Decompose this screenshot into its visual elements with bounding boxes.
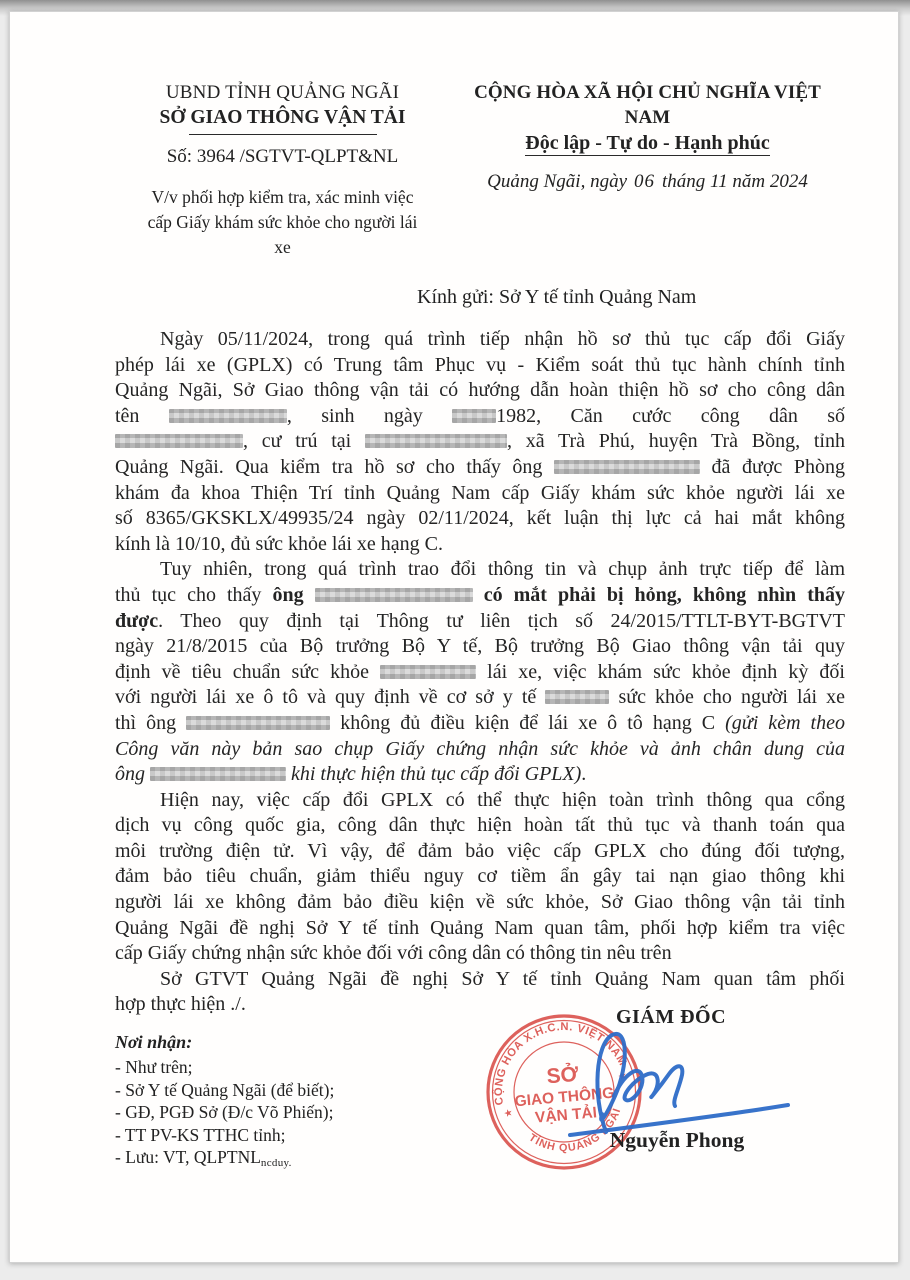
document-subject: V/v phối hợp kiểm tra, xác minh việc cấp Giấy khám sức khỏe cho người lái xe	[147, 187, 418, 257]
document-page	[9, 11, 899, 1263]
letterhead-motto-block	[450, 80, 845, 260]
letterhead	[115, 80, 845, 260]
text-segment: thủ tục cho thấy	[115, 583, 273, 606]
redacted-text	[315, 588, 473, 602]
paragraph	[115, 557, 845, 787]
body-line	[115, 685, 845, 711]
text-segment: khi thực hiện thủ tục cấp đổi GPLX)	[286, 763, 582, 786]
issuer-underline	[189, 134, 377, 135]
redacted-text	[452, 409, 496, 423]
text-segment: , cư trú tại	[243, 430, 365, 453]
body-line	[115, 788, 845, 814]
redacted-text	[150, 767, 286, 781]
text-segment: , sinh ngày	[286, 404, 453, 427]
body-line	[115, 916, 845, 942]
body-line	[115, 506, 845, 532]
text-segment: tên	[115, 404, 169, 427]
text-segment: phép lái xe (GPLX) có Trung tâm Phục vụ - Kiểm soát thủ tục hành chính tỉnh	[115, 353, 845, 376]
body-line	[115, 839, 845, 865]
body-line	[115, 378, 845, 404]
text-segment: Hiện nay, việc cấp đổi GPLX có thể thực hiện toàn trình thông qua cổng	[160, 788, 845, 811]
text-segment: dịch vụ công quốc gia, công dân thực hiện hoàn tất thủ tục và thanh toán qua	[115, 814, 845, 837]
text-segment: thì ông	[115, 711, 187, 734]
body-line	[115, 864, 845, 890]
clerk-initials: ncduy.	[260, 1157, 292, 1170]
redacted-text	[545, 690, 609, 704]
text-segment: được	[115, 609, 159, 632]
body-line	[115, 660, 845, 686]
redacted-text	[380, 665, 476, 679]
recipient-item: - TT PV-KS TTHC tỉnh;	[115, 1124, 286, 1145]
body-line	[115, 429, 845, 455]
text-segment: số 8365/GKSKLX/49935/24 ngày 02/11/2024, kết luận thị lực cả hai mắt không	[115, 507, 845, 530]
text-segment: Công văn này bản sao chụp Giấy chứng nhận sức khỏe và ảnh chân dung của	[115, 737, 845, 760]
recipient-line: Kính gửi: Sở Y tế tỉnh Quảng Nam	[417, 286, 697, 308]
letterhead-issuer-block	[115, 80, 450, 260]
text-segment: ngày 21/8/2015 của Bộ trưởng Bộ Y tế, Bộ trưởng Bộ Giao thông vận tải quy	[115, 635, 845, 658]
body-line	[115, 353, 845, 379]
date-day: 06	[634, 171, 655, 192]
redacted-text	[554, 460, 700, 474]
text-segment: đảm bảo tiêu chuẩn, giảm thiểu nguy cơ tiềm ẩn gây tai nạn giao thông khi	[115, 865, 845, 888]
paragraph	[115, 788, 845, 967]
text-segment: .	[581, 763, 587, 786]
document-body	[115, 327, 845, 1018]
stamp-arc-bottom: TỈNH QUẢNG NGÃI	[526, 1106, 624, 1155]
redacted-text	[115, 434, 243, 448]
text-segment: định về tiêu chuẩn sức khỏe	[115, 660, 381, 683]
body-line	[115, 404, 845, 430]
body-line	[115, 890, 845, 916]
text-segment: Ngày 05/11/2024, trong quá trình tiếp nhận hồ sơ thủ tục cấp đổi Giấy	[160, 328, 845, 350]
text-segment: đã được Phòng	[699, 455, 845, 478]
body-line	[115, 813, 845, 839]
text-segment: Quảng Ngãi đề nghị Sở Y tế tỉnh Quảng Nam quan tâm, phối hợp kiểm tra việc	[115, 916, 845, 939]
body-line	[115, 737, 845, 763]
text-segment: , xã Trà Phú, huyện Trà Bồng, tỉnh	[506, 430, 845, 453]
text-segment: Quảng Ngãi, Sở Giao thông vận tải có hướng dẫn hoàn thiện hồ sơ cho công dân	[115, 379, 845, 402]
body-line	[115, 634, 845, 660]
redacted-text	[365, 434, 507, 448]
text-segment: kính là 10/10, đủ sức khỏe lái xe hạng C.	[115, 532, 444, 555]
recipients-block	[115, 1031, 475, 1175]
body-line	[115, 481, 845, 507]
body-line	[115, 967, 845, 993]
body-line	[115, 711, 845, 737]
text-segment: với người lái xe ô tô và quy định về cơ sở y tế	[115, 686, 546, 709]
national-motto-line1: CỘNG HÒA XÃ HỘI CHỦ NGHĨA VIỆT NAM	[474, 82, 821, 128]
recipient-item	[115, 1146, 475, 1175]
text-segment: môi trường điện tử. Vì vậy, để đảm bảo việc cấp GPLX cho đúng đối tượng,	[115, 839, 845, 862]
document-number: Số: 3964 /SGTVT-QLPT&NL	[166, 146, 399, 167]
issuer-name: SỞ GIAO THÔNG VẬN TẢI	[159, 107, 406, 128]
text-segment: lái xe, việc khám sức khỏe định kỳ đối	[476, 660, 845, 683]
text-segment: (gửi kèm theo	[725, 711, 845, 734]
recipients-list	[115, 1056, 475, 1175]
recipients-label: Nơi nhận:	[115, 1032, 193, 1053]
body-line	[115, 532, 845, 558]
stamp-center-line3: VẬN TẢI	[534, 1104, 598, 1127]
star-icon: ★	[502, 1107, 515, 1121]
text-segment: người lái xe không đảm bảo điều kiện về sức khỏe, Sở Giao thông vận tải tỉnh	[115, 891, 845, 914]
paragraph	[115, 327, 845, 557]
place-date: Quảng Ngãi, ngày 06 tháng 11 năm 2024	[487, 171, 808, 192]
body-line	[115, 762, 845, 788]
text-segment: Tuy nhiên, trong quá trình trao đổi thông tin và chụp ảnh trực tiếp để làm	[160, 558, 845, 581]
redacted-text	[169, 409, 287, 423]
body-line	[115, 557, 845, 583]
stamp-center-line1: SỞ	[545, 1062, 580, 1089]
text-segment: ông	[115, 763, 150, 786]
recipient-item: - GĐ, PGĐ Sở (Đ/c Võ Phiến);	[115, 1102, 334, 1123]
text-segment: khám đa khoa Thiện Trí tỉnh Quảng Nam cấp Giấy khám sức khỏe người lái xe	[115, 481, 845, 504]
text-segment: . Theo quy định tại Thông tư liên tịch số 24/2015/TTLT-BYT-BGTVT	[158, 609, 845, 632]
redacted-text	[186, 716, 330, 730]
issuer-parent: UBND TỈNH QUẢNG NGÃI	[165, 82, 400, 103]
stamp-center-line2: GIAO THÔNG	[513, 1084, 615, 1111]
body-line	[115, 941, 845, 967]
body-line	[115, 583, 845, 609]
recipient-item: - Sở Y tế Quảng Ngãi (để biết);	[115, 1079, 335, 1100]
text-segment: không đủ điều kiện để lái xe ô tô hạng C	[330, 711, 726, 734]
body-line	[115, 455, 845, 481]
text-segment: sức khỏe cho người lái xe	[609, 686, 845, 709]
text-segment: 1982, Căn cước công dân số	[496, 404, 845, 427]
text-segment: ông	[272, 583, 315, 606]
text-segment: Sở GTVT Quảng Ngãi đề nghị Sở Y tế tỉnh Quảng Nam quan tâm phối	[160, 967, 845, 990]
text-segment: có mắt phải bị hỏng, không nhìn thấy	[472, 583, 845, 606]
signer-title: GIÁM ĐỐC	[615, 1006, 727, 1028]
text-segment: Quảng Ngãi. Qua kiểm tra hồ sơ cho thấy ông	[115, 455, 554, 478]
body-line	[115, 609, 845, 635]
star-icon: ★	[616, 1070, 629, 1084]
text-segment: - Lưu: VT, QLPTNL	[115, 1147, 261, 1168]
text-segment: cấp Giấy chứng nhận sức khỏe đối với công dân có thông tin nêu trên	[115, 942, 672, 965]
text-segment: hợp thực hiện ./.	[115, 993, 246, 1016]
recipient-item: - Như trên;	[115, 1057, 193, 1078]
signer-name: Nguyễn Phong	[609, 1128, 745, 1152]
stamp-arc-top: CỘNG HÒA X.H.C.N. VIỆT NAM	[492, 1021, 629, 1106]
body-line	[115, 327, 845, 353]
national-motto-line2: Độc lập - Tự do - Hạnh phúc	[525, 132, 770, 154]
